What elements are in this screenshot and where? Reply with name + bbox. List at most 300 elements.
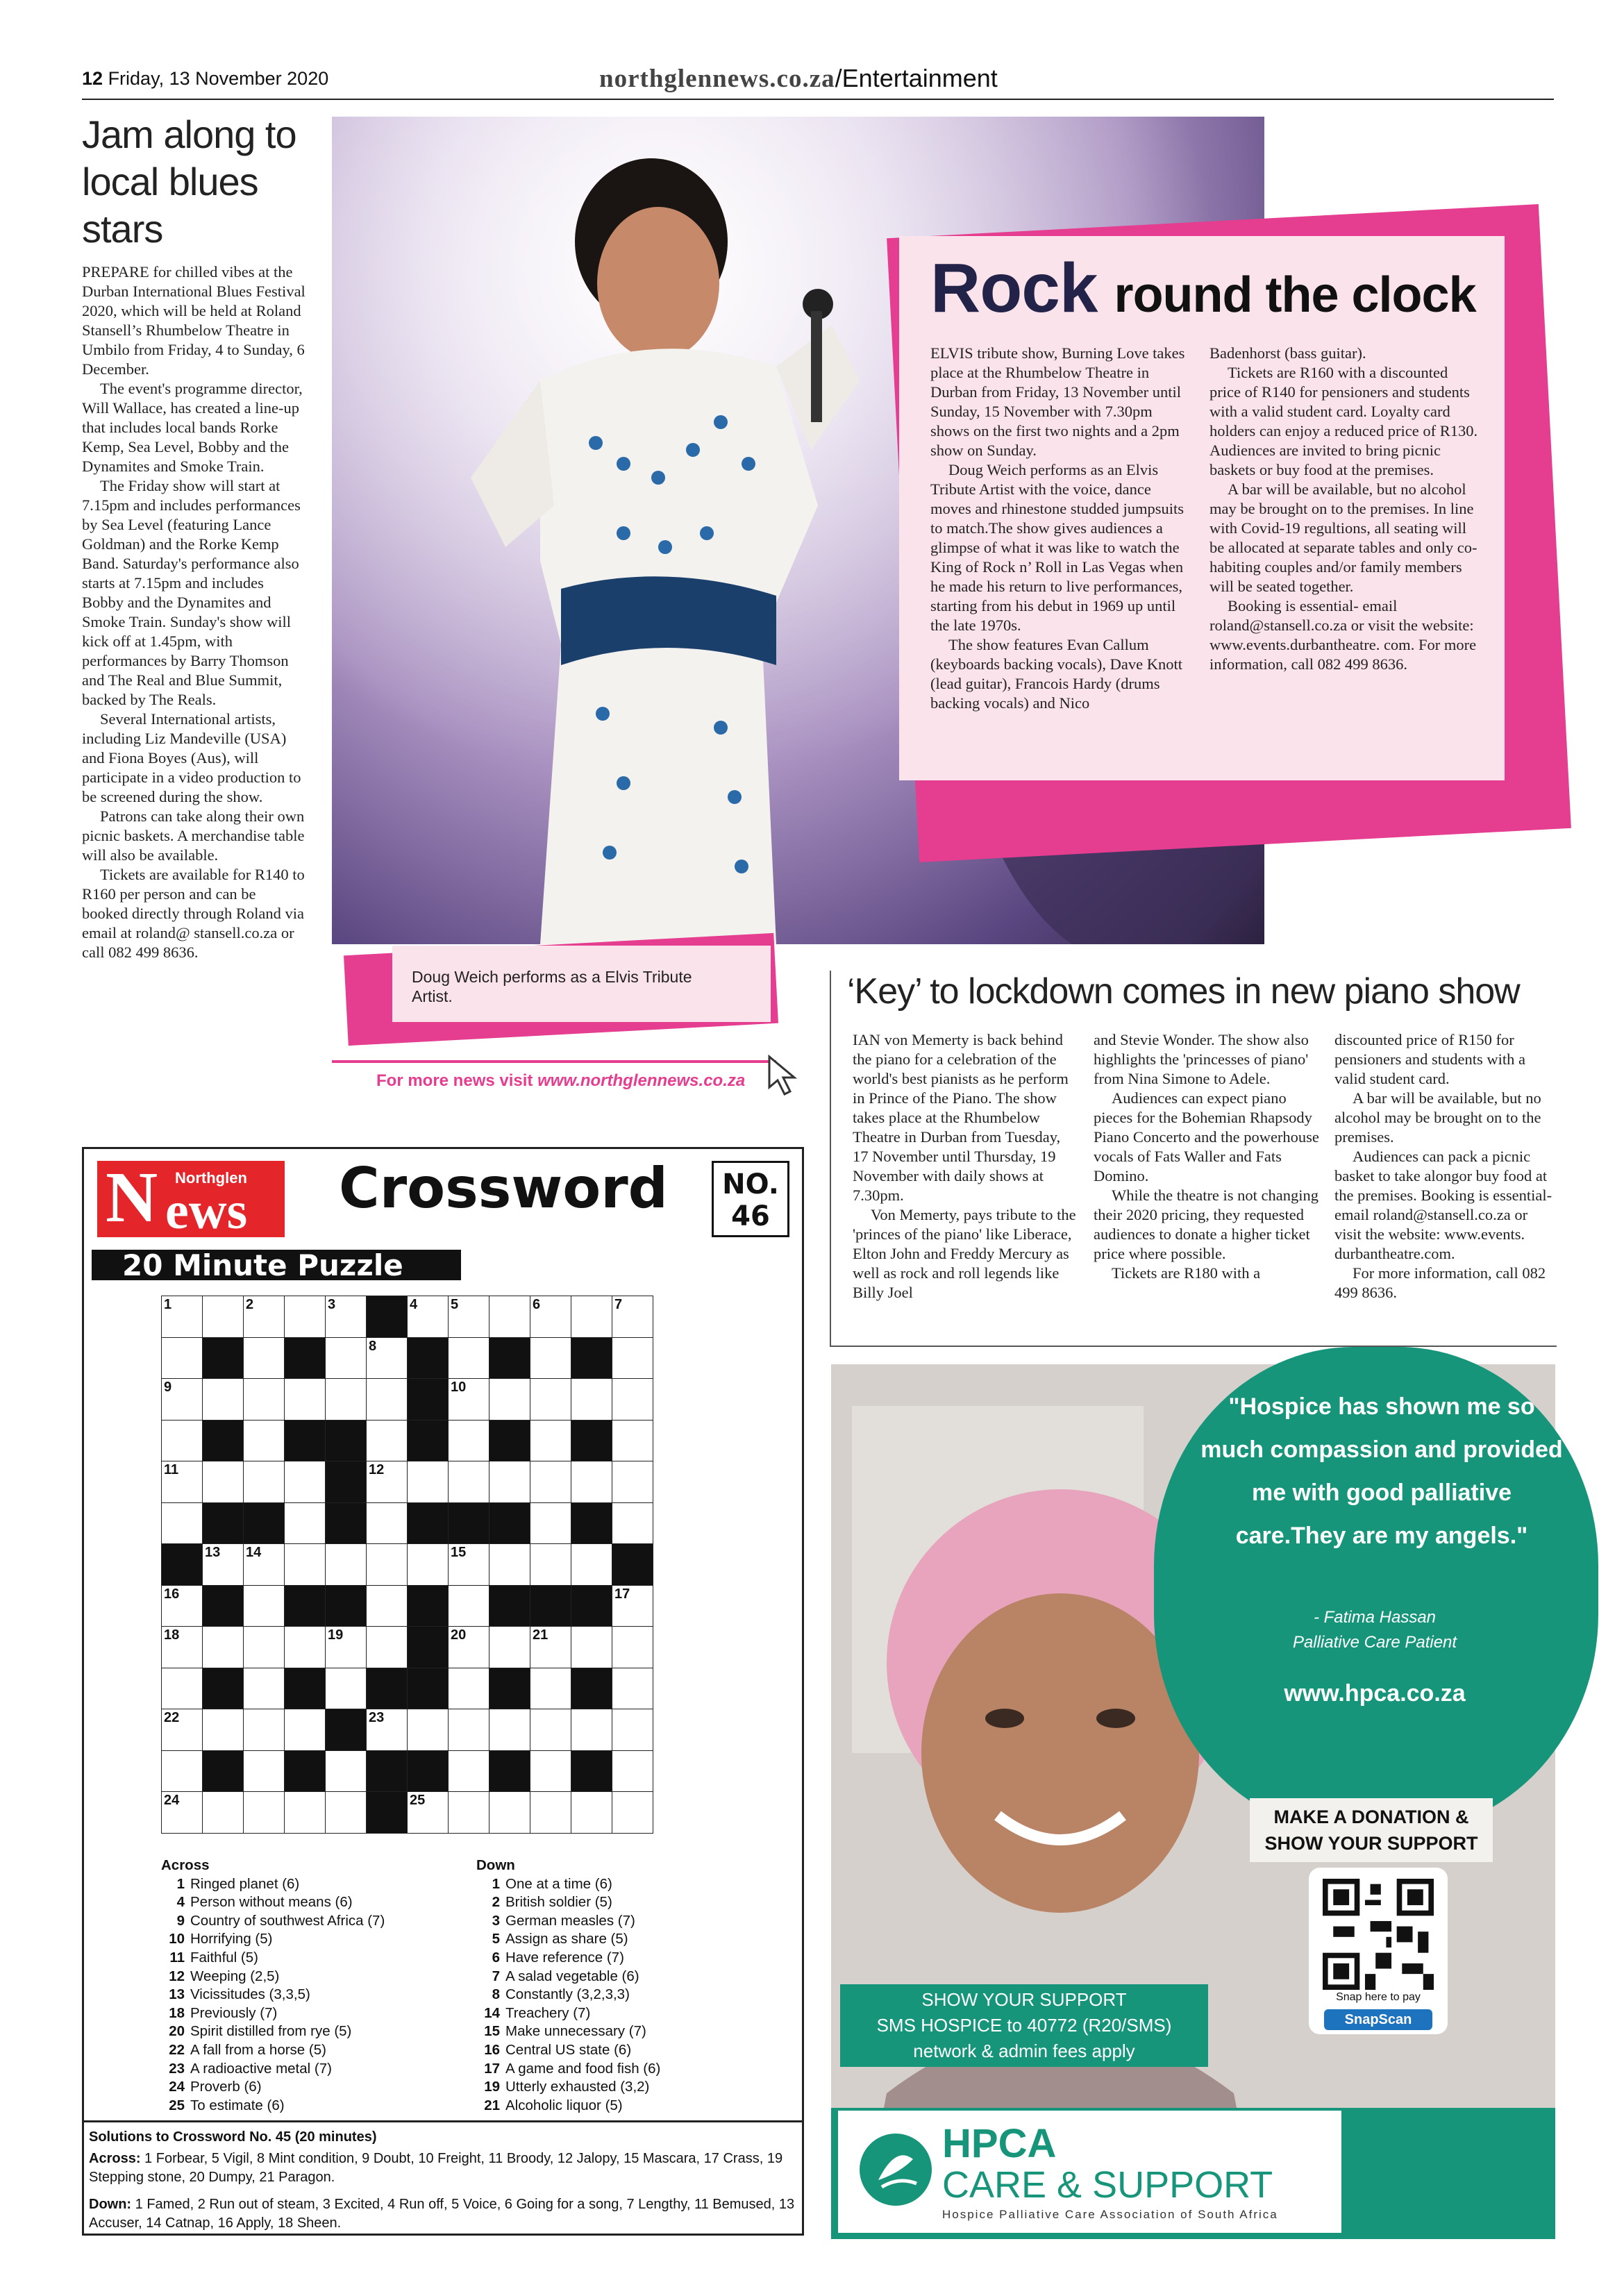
clue-text: Country of southwest Africa (7): [190, 1912, 385, 1929]
crossword-block-cell: [285, 1337, 326, 1379]
crossword-cell[interactable]: [571, 1792, 612, 1834]
qr-code-icon: [1323, 1879, 1434, 1990]
across-clue: [161, 2078, 453, 2097]
clue-number: 24: [169, 2079, 185, 2095]
clue-number: 13: [205, 1545, 221, 1560]
crossword-row: [162, 1502, 653, 1544]
crossword-cell[interactable]: [326, 1337, 367, 1379]
clue-number: 21: [484, 2097, 500, 2113]
clue-number: 4: [176, 1894, 185, 1911]
crossword-cell[interactable]: [244, 1337, 285, 1379]
crossword-block-cell: [571, 1337, 612, 1379]
crossword-cell[interactable]: [162, 1337, 203, 1379]
crossword-cell[interactable]: [244, 1296, 285, 1338]
crossword-cell[interactable]: [285, 1792, 326, 1834]
crossword-cell[interactable]: [408, 1461, 449, 1503]
crossword-cell[interactable]: [244, 1461, 285, 1503]
down-clue: [476, 1893, 796, 1912]
crossword-cell[interactable]: [244, 1709, 285, 1751]
crossword-block-cell: [326, 1502, 367, 1544]
across-clue: [161, 2060, 453, 2079]
crossword-cell[interactable]: [285, 1379, 326, 1421]
crossword-row: [162, 1585, 653, 1627]
across-clue: [161, 1930, 453, 1949]
down-clue: [476, 1949, 796, 1968]
ad-website[interactable]: www.hpca.co.za: [1284, 1680, 1466, 1707]
crossword-cell[interactable]: [571, 1709, 612, 1751]
crossword-cell[interactable]: [571, 1296, 612, 1338]
clue-text: Make unnecessary (7): [505, 2023, 646, 2040]
crossword-block-cell: [612, 1544, 653, 1586]
crossword-cell[interactable]: [203, 1792, 244, 1834]
down-clue: [476, 1875, 796, 1894]
clue-number: 11: [169, 1949, 185, 1966]
crossword-cell[interactable]: [530, 1337, 571, 1379]
crossword-cell[interactable]: [612, 1337, 653, 1379]
crossword-cell[interactable]: [162, 1502, 203, 1544]
clue-text: Assign as share (5): [505, 1931, 628, 1947]
clue-number: 17: [484, 2060, 500, 2077]
clue-number: 8: [369, 1338, 377, 1354]
crossword-block-cell: [571, 1502, 612, 1544]
hpca-logo-box: [838, 2111, 1341, 2233]
crossword-block-cell: [530, 1585, 571, 1627]
crossword-cell[interactable]: [367, 1502, 408, 1544]
crossword-row: [162, 1709, 653, 1751]
down-clues: Down 1 One at a time (6) 2 British soldier (5) 3 German measles (7) 5 Assign as share (5) 6 Have reference (7) 7 A salad vegetable (6) 8 Constantly (3,2,3,3) 14 Treachery (7) 15 Make unnecessary (7) 16 Central US state (6) 17 A game and food fish (6) 19 Utterly exhausted (3,2) 21 Alcoholic liquor (5): [476, 1857, 796, 2115]
clue-number: 14: [246, 1545, 262, 1560]
clue-number: 25: [410, 1793, 426, 1808]
crossword-subtitle: 20 Minute Puzzle: [92, 1250, 461, 1280]
crossword-title: Crossword: [339, 1156, 668, 1221]
crossword-row: [162, 1668, 653, 1709]
crossword-cell[interactable]: [326, 1296, 367, 1338]
across-clue: [161, 1968, 453, 1986]
crossword-cell[interactable]: [612, 1461, 653, 1503]
crossword-cell[interactable]: [367, 1709, 408, 1751]
clue-number: 12: [169, 1968, 185, 1984]
clue-number: 10: [169, 1931, 185, 1947]
down-clue: [476, 2022, 796, 2041]
crossword-block-cell: [326, 1585, 367, 1627]
crossword-row: [162, 1296, 653, 1338]
across-clue: [161, 2041, 453, 2060]
crossword-row: [162, 1379, 653, 1421]
crossword-cell[interactable]: [326, 1544, 367, 1586]
crossword-cell[interactable]: [449, 1420, 489, 1461]
crossword-block-cell: [489, 1585, 530, 1627]
clue-number: 6: [492, 1949, 500, 1966]
clue-text: Previously (7): [190, 2004, 278, 2021]
crossword-cell[interactable]: [367, 1420, 408, 1461]
crossword-cell[interactable]: [530, 1750, 571, 1792]
crossword-cell[interactable]: [612, 1296, 653, 1338]
crossword-row: [162, 1627, 653, 1668]
crossword-cell[interactable]: [162, 1750, 203, 1792]
clue-text: Central US state (6): [505, 2041, 632, 2058]
crossword-cell[interactable]: [530, 1461, 571, 1503]
clue-text: Weeping (2,5): [190, 1968, 280, 1984]
crossword-block-cell: [203, 1502, 244, 1544]
clue-text: Vicissitudes (3,3,5): [190, 1986, 310, 2003]
crossword-cell[interactable]: [449, 1585, 489, 1627]
crossword-block-cell: [285, 1668, 326, 1709]
clue-number: 7: [614, 1297, 623, 1312]
down-clue: [476, 1968, 796, 1986]
clue-text: Faithful (5): [190, 1949, 258, 1966]
crossword-cell[interactable]: [530, 1296, 571, 1338]
down-clue: [476, 2060, 796, 2079]
clue-number: 1: [176, 1875, 185, 1892]
crossword-row: [162, 1544, 653, 1586]
crossword-cell[interactable]: [408, 1296, 449, 1338]
down-clue: [476, 2097, 796, 2115]
crossword-cell[interactable]: [367, 1337, 408, 1379]
clue-text: A salad vegetable (6): [505, 1968, 639, 1984]
crossword-cell[interactable]: [244, 1792, 285, 1834]
clue-number: 23: [169, 2060, 185, 2077]
crossword-cell[interactable]: [408, 1792, 449, 1834]
across-clue: [161, 1893, 453, 1912]
crossword-cell[interactable]: [449, 1668, 489, 1709]
site-section: [599, 64, 998, 94]
clue-number: 2: [246, 1297, 254, 1312]
crossword-solutions: [82, 2120, 804, 2236]
crossword-cell[interactable]: [489, 1461, 530, 1503]
crossword-block-cell: [326, 1709, 367, 1751]
crossword-cell[interactable]: [449, 1379, 489, 1421]
rock-article-col1: ELVIS tribute show, Burning Love takes place at the Rhumbelow Theatre in Durban from Friday, 13 November until Sunday, 15 November with 7.30pm shows on the first two nights and a 2pm show on Sunday. Doug Weich performs as an Elvis Tribute Artist with the voice, dance moves and rhinestone studded jumpsuits to match.The show gives audiences a glimpse of what it was like to watch the King of Rock n’ Roll in Las Vegas when he made his return to live performances, starting from his debut in 1969 up until the late 1970s. The show features Evan Callum (keyboards backing vocals), Dave Knott (lead guitar), Francois Hardy (drums backing vocals) and Nico: [930, 344, 1185, 712]
crossword-cell[interactable]: [612, 1420, 653, 1461]
crossword-block-cell: [367, 1668, 408, 1709]
key-headline: ‘Key’ to lockdown comes in new piano show: [847, 971, 1520, 1012]
clue-number: 4: [410, 1297, 418, 1312]
crossword-cell[interactable]: [367, 1585, 408, 1627]
crossword-block-cell: [408, 1337, 449, 1379]
rock-headline: Rock round the clock: [930, 249, 1476, 327]
crossword-cell[interactable]: [326, 1792, 367, 1834]
crossword-cell[interactable]: [449, 1750, 489, 1792]
clue-number: 13: [169, 1986, 185, 2003]
clue-text: Proverb (6): [190, 2079, 262, 2095]
page-header: [82, 64, 1554, 100]
clue-text: Person without means (6): [190, 1894, 353, 1911]
crossword-cell[interactable]: [449, 1461, 489, 1503]
crossword-cell[interactable]: [612, 1627, 653, 1668]
ad-attribution: - Fatima Hassan Palliative Care Patient: [1292, 1608, 1457, 1652]
crossword-cell[interactable]: [244, 1585, 285, 1627]
crossword-block-cell: [489, 1750, 530, 1792]
clue-text: Have reference (7): [505, 1949, 624, 1966]
crossword-cell[interactable]: [244, 1379, 285, 1421]
crossword-cell[interactable]: [530, 1379, 571, 1421]
crossword-cell[interactable]: [612, 1668, 653, 1709]
site-name: northglennews.co.za: [599, 65, 835, 93]
across-clues: Across 1 Ringed planet (6) 4 Person without means (6) 9 Country of southwest Africa (7) 10 Horrifying (5) 11 Faithful (5) 12 Weeping (2,5) 13 Vicissitudes (3,3,5) 18 Previously (7) 20 Spirit distilled from rye (5) 22 A fall from a horse (5) 23 A radioactive metal (7) 24 Proverb (6) 25 To estimate (6): [161, 1857, 453, 2115]
clue-number: 5: [451, 1297, 459, 1312]
crossword-cell[interactable]: [244, 1627, 285, 1668]
down-clue: [476, 1930, 796, 1949]
crossword-cell[interactable]: [326, 1668, 367, 1709]
crossword-cell[interactable]: [449, 1337, 489, 1379]
across-clue: [161, 1949, 453, 1968]
clue-text: Ringed planet (6): [190, 1875, 300, 1892]
solutions-across: Across: 1 Forbear, 5 Vigil, 8 Mint condition, 9 Doubt, 10 Freight, 11 Broody, 12 Jalopy, 15 Mascara, 17 Crass, 19 Stepping stone, 20 Dumpy, 21 Paragon.: [89, 2151, 783, 2185]
hpca-full-name: Hospice Palliative Care Association of South Africa: [942, 2208, 1278, 2221]
crossword-cell[interactable]: [203, 1461, 244, 1503]
blues-headline: Jam along to local blues stars: [82, 112, 296, 251]
crossword-row: [162, 1461, 653, 1503]
solutions-title: Solutions to Crossword No. 45 (20 minutes): [89, 2129, 377, 2145]
crossword-cell[interactable]: [571, 1379, 612, 1421]
clue-number: 20: [451, 1627, 467, 1643]
donate-banner: MAKE A DONATION & SHOW YOUR SUPPORT: [1250, 1798, 1493, 1862]
crossword-cell[interactable]: [571, 1627, 612, 1668]
clue-number: 10: [451, 1380, 467, 1395]
clue-text: Treachery (7): [505, 2004, 591, 2021]
crossword-cell[interactable]: [367, 1627, 408, 1668]
crossword-cell[interactable]: [162, 1627, 203, 1668]
crossword-block-cell: [367, 1750, 408, 1792]
crossword-cell[interactable]: [489, 1709, 530, 1751]
crossword-block-cell: [244, 1502, 285, 1544]
crossword-cell[interactable]: [326, 1379, 367, 1421]
ad-quote: "Hospice has shown me so much compassion and provided me with good palliative care.They are my angels.": [1200, 1393, 1563, 1549]
down-clue: [476, 2004, 796, 2023]
snapscan-button[interactable]: SnapScan: [1324, 2009, 1432, 2030]
crossword-cell[interactable]: [612, 1502, 653, 1544]
crossword-cell[interactable]: [203, 1296, 244, 1338]
solutions-down: Down: 1 Famed, 2 Run out of steam, 3 Excited, 4 Run off, 5 Voice, 6 Going for a song, 7 Lengthy, 11 Bemused, 13 Accuser, 14 Catnap, 16 Apply, 18 Sheen.: [89, 2197, 795, 2231]
crossword-cell[interactable]: [530, 1668, 571, 1709]
crossword-cell[interactable]: [285, 1296, 326, 1338]
clue-number: 8: [492, 1986, 500, 2003]
clue-number: 3: [492, 1912, 500, 1929]
crossword-block-cell: [203, 1420, 244, 1461]
crossword-block-cell: [449, 1502, 489, 1544]
crossword-row: [162, 1420, 653, 1461]
crossword-cell[interactable]: [326, 1627, 367, 1668]
crossword-cell[interactable]: [489, 1544, 530, 1586]
clue-number: 21: [533, 1627, 549, 1643]
across-clue: [161, 2022, 453, 2041]
crossword-block-cell: [489, 1420, 530, 1461]
across-clue: [161, 1875, 453, 1894]
crossword-cell[interactable]: [162, 1709, 203, 1751]
crossword-block-cell: [571, 1585, 612, 1627]
blues-article-body: PREPARE for chilled vibes at the Durban International Blues Festival 2020, which will be held at Roland Stansell’s Rhumbelow Theatre in Umbilo from Friday, 4 to Sunday, 6 December. The event's programme director, Will Wallace, has created a line-up that includes local bands Rorke Kemp, Sea Level, Bobby and the Dynamites and Smoke Train. The Friday show will start at 7.15pm and includes performances by Sea Level (featuring Lance Goldman) and the Rorke Kemp Band. Saturday's performance also starts at 7.15pm and includes Bobby and the Dynamites and Smoke Train. Sunday's show will kick off at 1.45pm, with performances by Barry Thomson and The Real and Blue Summit, backed by The Reals. Several International artists, including Liz Mandeville (USA) and Fiona Boyes (Aus), will participate in a video production to be screened during the show. Patrons can take along their own picnic baskets. A merchandise table will also be available. Tickets are available for R140 to R160 per person and can be booked directly through Roland via email at roland@ stansell.co.za or call 082 499 8636.: [82, 263, 305, 961]
clue-text: Spirit distilled from rye (5): [190, 2023, 352, 2040]
crossword-block-cell: [285, 1420, 326, 1461]
crossword-cell[interactable]: [162, 1296, 203, 1338]
crossword-block-cell: [408, 1668, 449, 1709]
clue-number: 24: [164, 1793, 180, 1808]
crossword-cell[interactable]: [203, 1544, 244, 1586]
crossword-row: [162, 1792, 653, 1834]
crossword-block-cell: [367, 1296, 408, 1338]
clue-number: 7: [492, 1968, 500, 1984]
clue-number: 9: [176, 1912, 185, 1929]
clue-number: 16: [484, 2041, 500, 2058]
clue-text: One at a time (6): [505, 1875, 612, 1892]
clue-number: 15: [484, 2023, 500, 2040]
clue-number: 19: [328, 1627, 344, 1643]
crossword-cell[interactable]: [449, 1792, 489, 1834]
clue-number: 12: [369, 1462, 385, 1477]
page-number-date: 12 Friday, 13 November 2020: [82, 68, 329, 89]
across-clue: [161, 2004, 453, 2023]
crossword-cell[interactable]: [408, 1544, 449, 1586]
crossword-cell[interactable]: [489, 1792, 530, 1834]
crossword-cell[interactable]: [571, 1461, 612, 1503]
crossword-cell[interactable]: [162, 1461, 203, 1503]
across-clue: [161, 1986, 453, 2004]
sms-support-box: SHOW YOUR SUPPORT SMS HOSPICE to 40772 (R20/SMS) network & admin fees apply: [840, 1984, 1208, 2067]
clue-number: 1: [492, 1875, 500, 1892]
crossword-block-cell: [285, 1750, 326, 1792]
crossword-cell[interactable]: [203, 1709, 244, 1751]
crossword-cell[interactable]: [367, 1544, 408, 1586]
crossword-cell[interactable]: [285, 1544, 326, 1586]
northglen-news-logo: N Northglen ews: [97, 1161, 285, 1237]
clue-text: A game and food fish (6): [505, 2060, 661, 2077]
crossword-cell[interactable]: [285, 1709, 326, 1751]
crossword-cell[interactable]: [530, 1627, 571, 1668]
crossword-block-cell: [162, 1544, 203, 1586]
clue-number: 1: [164, 1297, 172, 1312]
photo-caption: Doug Weich performs as a Elvis Tribute Artist.: [412, 968, 692, 1005]
crossword-block-cell: [571, 1420, 612, 1461]
crossword-cell[interactable]: [244, 1750, 285, 1792]
crossword-cell[interactable]: [530, 1792, 571, 1834]
crossword-cell[interactable]: [326, 1750, 367, 1792]
clue-text: To estimate (6): [190, 2097, 285, 2113]
crossword-cell[interactable]: [162, 1792, 203, 1834]
crossword-cell[interactable]: [449, 1544, 489, 1586]
crossword-cell[interactable]: [285, 1461, 326, 1503]
key-article-col3: discounted price of R150 for pensioners and students with a valid student card. A bar will be available, but no alcohol may be brought on to the premises. Audiences can pack a picnic basket to take alongor buy food at the premises. Booking is essential- email roland@stansell.co.za or visit the website: www.events. durbantheatre.com. For more information, call 082 499 8636.: [1334, 1031, 1552, 1301]
rock-article-col2: Badenhorst (bass guitar). Tickets are R160 with a discounted price of R140 for pensioners and students with a valid student card. Loyalty card holders can enjoy a reduced price of R130. Audiences are invited to bring picnic baskets or buy food at the premises. A bar will be available, but no alcohol may be brought on to the premises. In line with Covid-19 regultions, all seating will be allocated at separate tables and only co-habiting couples and/or family members will be seated together. Booking is essential- email roland@stansell.co.za or visit the website: www.events.durbantheatre. com. For more information, call 082 499 8636.: [1209, 344, 1478, 673]
crossword-cell[interactable]: [203, 1379, 244, 1421]
crossword-block-cell: [203, 1668, 244, 1709]
clue-number: 9: [164, 1380, 172, 1395]
more-news-link[interactable]: For more news visit www.northglennews.co.za: [376, 1071, 746, 1090]
crossword-row: [162, 1750, 653, 1792]
across-clue: [161, 2097, 453, 2115]
clue-number: 5: [492, 1931, 500, 1947]
crossword-cell[interactable]: [162, 1379, 203, 1421]
crossword-cell[interactable]: [571, 1544, 612, 1586]
clue-text: A radioactive metal (7): [190, 2060, 332, 2077]
key-article-col1: IAN von Memerty is back behind the piano for a celebration of the world's best pianists as he perform in Prince of the Piano. The show takes place at the Rhumbelow Theatre in Durban from Tuesday, 17 November until Thursday, 19 November with daily shows at 7.30pm. Von Memerty, pays tribute to the 'princes of the piano' like Liberace, Elton John and Freddy Mercury as well as rock and roll legends like Billy Joel: [853, 1031, 1076, 1301]
clue-number: 16: [164, 1586, 180, 1602]
clue-number: 25: [169, 2097, 185, 2113]
crossword-cell[interactable]: [612, 1750, 653, 1792]
crossword-block-cell: [408, 1420, 449, 1461]
crossword-cell[interactable]: [612, 1379, 653, 1421]
crossword-grid[interactable]: [161, 1296, 653, 1834]
crossword-block-cell: [408, 1627, 449, 1668]
clue-number: 22: [169, 2041, 185, 2058]
crossword-cell[interactable]: [244, 1668, 285, 1709]
clue-text: Utterly exhausted (3,2): [505, 2079, 650, 2095]
crossword-cell[interactable]: [285, 1502, 326, 1544]
crossword-cell[interactable]: [162, 1668, 203, 1709]
crossword-cell[interactable]: [612, 1709, 653, 1751]
clue-number: 3: [328, 1297, 336, 1312]
clue-number: 15: [451, 1545, 467, 1560]
clue-number: 22: [164, 1710, 180, 1725]
more-news-divider: [332, 1060, 776, 1063]
clue-text: Alcoholic liquor (5): [505, 2097, 623, 2113]
crossword-block-cell: [326, 1420, 367, 1461]
clue-number: 20: [169, 2023, 185, 2040]
crossword-cell[interactable]: [489, 1379, 530, 1421]
crossword-block-cell: [489, 1337, 530, 1379]
crossword-cell[interactable]: [489, 1296, 530, 1338]
crossword-block-cell: [203, 1585, 244, 1627]
snap-here-label: Snap here to pay: [1336, 1991, 1421, 2003]
hpca-leaf-icon: [857, 2131, 934, 2208]
crossword-block-cell: [203, 1337, 244, 1379]
crossword-cell[interactable]: [530, 1709, 571, 1751]
crossword-cell[interactable]: [203, 1627, 244, 1668]
crossword-cell[interactable]: [449, 1709, 489, 1751]
crossword-cell[interactable]: [530, 1502, 571, 1544]
clue-number: 2: [492, 1894, 500, 1911]
crossword-cell[interactable]: [244, 1420, 285, 1461]
hpca-logo-title: HPCA: [942, 2121, 1057, 2166]
clue-text: A fall from a horse (5): [190, 2041, 326, 2058]
down-clue: [476, 1912, 796, 1931]
clue-number: 14: [484, 2004, 500, 2021]
down-clue: [476, 2041, 796, 2060]
crossword-cell[interactable]: [449, 1627, 489, 1668]
crossword-cell[interactable]: [489, 1627, 530, 1668]
crossword-cell[interactable]: [285, 1627, 326, 1668]
clue-number: 6: [533, 1297, 541, 1312]
crossword-cell[interactable]: [408, 1709, 449, 1751]
down-clue: [476, 2078, 796, 2097]
crossword-cell[interactable]: [612, 1792, 653, 1834]
crossword-number: NO. 46: [712, 1161, 789, 1237]
clue-number: 23: [369, 1710, 385, 1725]
crossword-block-cell: [285, 1585, 326, 1627]
crossword-row: [162, 1337, 653, 1379]
clue-number: 11: [164, 1462, 179, 1477]
crossword-block-cell: [367, 1792, 408, 1834]
crossword-cell[interactable]: [162, 1420, 203, 1461]
crossword-block-cell: [408, 1379, 449, 1421]
crossword-cell[interactable]: [530, 1420, 571, 1461]
crossword-cell[interactable]: [367, 1461, 408, 1503]
down-clue: [476, 1986, 796, 2004]
clue-text: German measles (7): [505, 1912, 635, 1929]
crossword-cell[interactable]: [244, 1544, 285, 1586]
clue-text: British soldier (5): [505, 1894, 612, 1911]
clue-text: Horrifying (5): [190, 1931, 273, 1947]
snapscan-card[interactable]: [1309, 1868, 1448, 2034]
crossword-cell[interactable]: [449, 1296, 489, 1338]
crossword-block-cell: [489, 1502, 530, 1544]
crossword-cell[interactable]: [162, 1585, 203, 1627]
clue-number: 18: [164, 1627, 180, 1643]
crossword-cell[interactable]: [612, 1585, 653, 1627]
crossword-block-cell: [571, 1750, 612, 1792]
crossword-cell[interactable]: [367, 1379, 408, 1421]
clue-number: 18: [169, 2004, 185, 2021]
crossword-cell[interactable]: [530, 1544, 571, 1586]
